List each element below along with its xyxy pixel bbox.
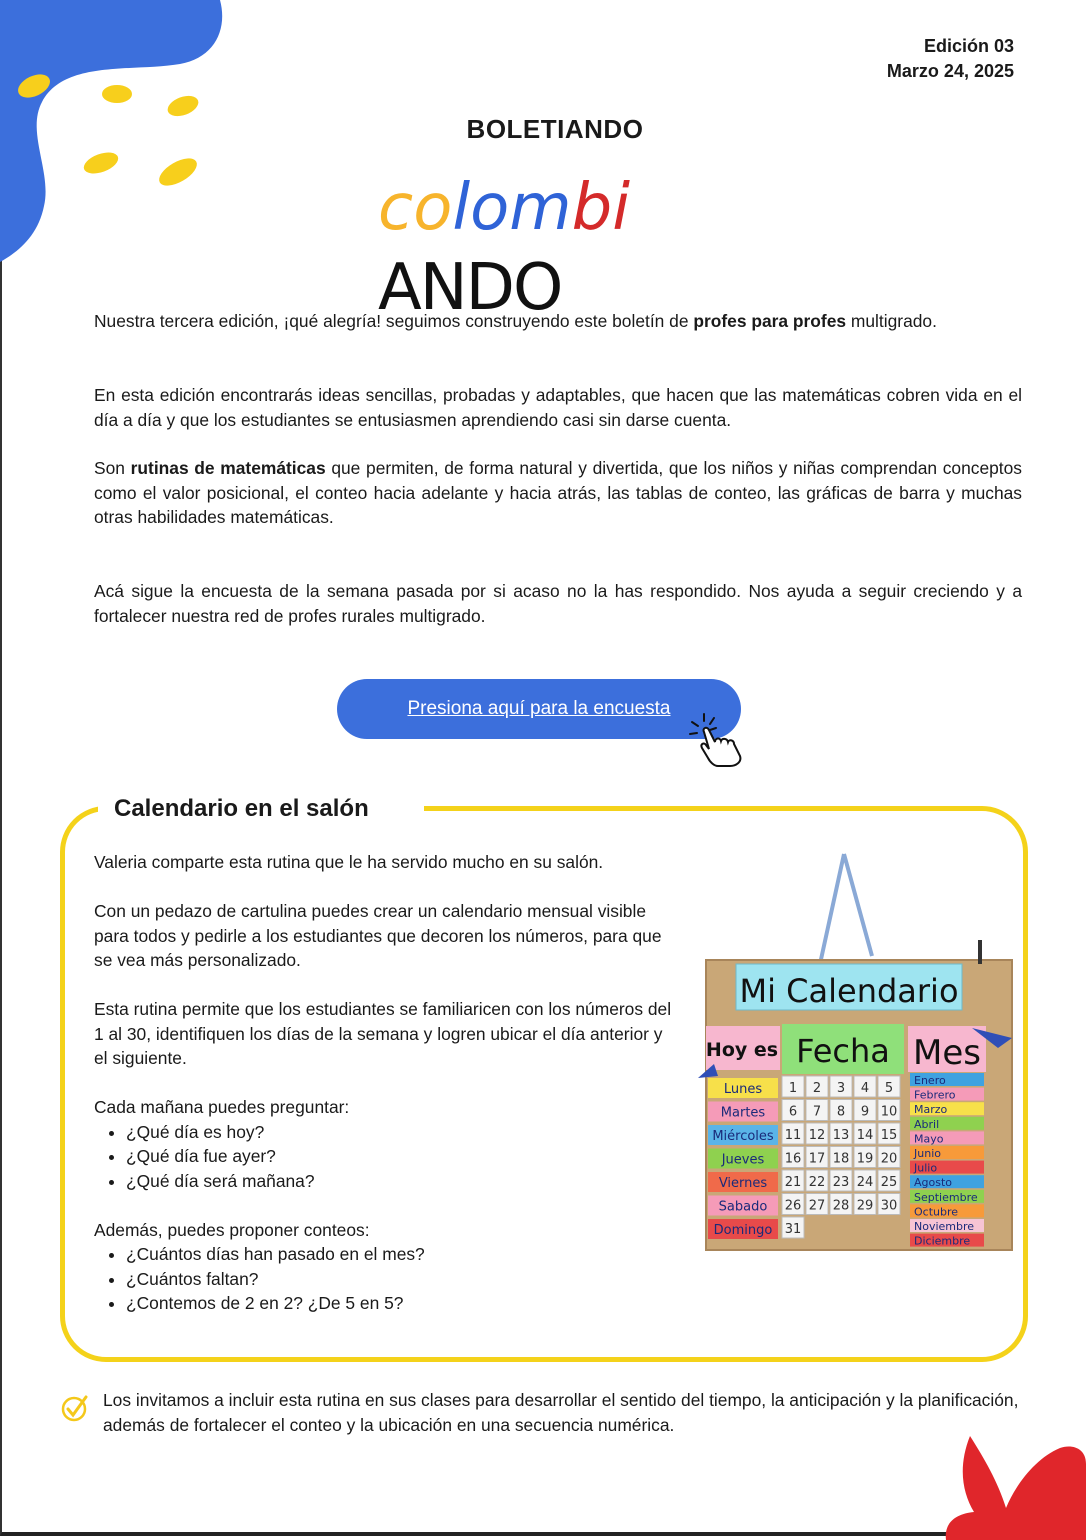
logo-part-blue: lom (452, 171, 572, 245)
calendar-date-number: 24 (856, 1175, 874, 1190)
calendar-date-number: 5 (884, 1081, 894, 1096)
calendar-date-number: 18 (832, 1151, 850, 1167)
section-title: Calendario en el salón (114, 795, 369, 822)
list-item: • ¿Cuántos días han pasado en el mes? (126, 1242, 674, 1267)
section-body (94, 850, 674, 1316)
survey-link[interactable]: Presiona aquí para la encuesta (407, 698, 671, 719)
intro-paragraph-1: Nuestra tercera edición, ¡qué alegría! seguimos construyendo este boletín de profes para profes multigrado. (94, 311, 937, 331)
counts-intro: Además, puedes proponer conteos: (94, 1219, 370, 1240)
calendar-month-label: Mayo (914, 1132, 944, 1146)
section-paragraph: Valeria comparte esta rutina que le ha servido mucho en su salón. (94, 852, 604, 872)
list-item: • ¿Qué día es hoy? (126, 1120, 674, 1145)
calendar-photo (694, 852, 1020, 1254)
calendar-day-label: Jueves (721, 1152, 765, 1168)
calendar-date-number: 27 (808, 1198, 826, 1214)
section-paragraph: Con un pedazo de cartulina puedes crear un calendario mensual visible para todos y pedirle a los estudiantes que decoren los números, para que se vea más personalizado. (94, 901, 662, 970)
counts-list (94, 1242, 674, 1316)
edition-info (887, 34, 1014, 84)
calendar-date-number: 16 (784, 1151, 802, 1167)
calendar-date-number: 25 (880, 1175, 898, 1190)
edition-date: Marzo 24, 2025 (886, 61, 1014, 81)
calendar-date-number: 8 (836, 1104, 846, 1120)
calendar-date-number: 7 (812, 1104, 822, 1120)
calendar-date-number: 17 (808, 1151, 826, 1167)
closing-message: Los invitamos a incluir esta rutina en sus clases para desarrollar el sentido del tiempo, la anticipación y la planificación, además de fortalecer el conteo y la ubicación en una secuencia numérica. (103, 1390, 1019, 1435)
pointer-hand-icon (686, 712, 746, 768)
calendar-date-number: 22 (808, 1175, 826, 1190)
calendar-month-label: Septiembre (914, 1190, 978, 1204)
survey-button[interactable] (337, 679, 741, 739)
section-paragraph: Esta rutina permite que los estudiantes se familiaricen con los números del 1 al 30, identifiquen los días de la semana y logren ubicar el día anterior y el siguiente. (94, 999, 672, 1068)
calendar-date-number: 3 (836, 1081, 846, 1096)
logo-part-red: bi (571, 171, 631, 245)
calendar-month-label: Marzo (914, 1103, 948, 1117)
list-item: • ¿Qué día fue ayer? (126, 1144, 674, 1169)
calendar-date-number: 9 (860, 1104, 870, 1120)
calendar-date-number: 26 (784, 1198, 802, 1214)
logo-part-black: ANDO (378, 251, 562, 325)
calendar-month-label: Julio (914, 1161, 938, 1175)
logo-part-yellow: co (378, 171, 453, 245)
calendar-month-label: Octubre (914, 1205, 959, 1219)
calendar-month-label: Enero (914, 1074, 946, 1087)
newsletter-kicker: BOLETIANDO (466, 114, 644, 144)
calendar-month-label: Diciembre (914, 1234, 971, 1248)
questions-intro: Cada mañana puedes preguntar: (94, 1097, 350, 1117)
calendar-date-number: 21 (784, 1175, 802, 1190)
calendar-photo-title: Mi Calendario (739, 972, 959, 1010)
calendar-date-number: 31 (784, 1222, 802, 1237)
calendar-date-number: 29 (856, 1198, 874, 1214)
calendar-date-number: 2 (812, 1081, 822, 1096)
calendar-day-label: Martes (720, 1105, 766, 1121)
intro-paragraph-3: Son rutinas de matemáticas que permiten, de forma natural y divertida, que los niños y niñas comprendan conceptos como el valor posicional, el conteo hacia adelante y hacia atrás, las tablas de conteo, las gráficas de barra y muchas otras habilidades matemáticas. (94, 458, 1022, 527)
brand-logo (378, 168, 738, 325)
calendar-date-number: 6 (788, 1104, 798, 1120)
intro-paragraph-4: Acá sigue la encuesta de la semana pasada por si acaso no la has respondido. Nos ayuda a seguir creciendo y a fortalecer nuestra red de profes rurales multigrado. (94, 581, 1022, 626)
calendar-date-number: 10 (880, 1104, 898, 1120)
calendar-day-label: Lunes (723, 1082, 763, 1097)
calendar-date-number: 30 (880, 1198, 898, 1214)
calendar-date-number: 19 (856, 1151, 874, 1167)
edition-number: Edición 03 (923, 36, 1014, 56)
calendar-date-number: 11 (784, 1128, 802, 1143)
questions-list (94, 1120, 674, 1194)
calendar-date-number: 28 (832, 1198, 850, 1214)
calendar-day-label: Viernes (718, 1176, 768, 1191)
calendar-date-number: 4 (860, 1081, 870, 1096)
calendar-month-label: Noviembre (914, 1220, 975, 1233)
calendar-date-number: 1 (788, 1081, 798, 1096)
calendar-date-number: 20 (880, 1151, 898, 1167)
list-item: • ¿Cuántos faltan? (126, 1267, 674, 1292)
calendar-month-label: Abril (914, 1117, 940, 1131)
calendar-fecha-label: Fecha (796, 1032, 890, 1070)
red-shape-decoration (940, 1428, 1086, 1540)
calendar-hoy-label: Hoy es (705, 1039, 779, 1061)
calendar-date-number: 12 (808, 1128, 826, 1143)
calendar-mes-label: Mes (913, 1033, 981, 1073)
calendar-date-number: 15 (880, 1128, 898, 1143)
calendar-date-number: 14 (856, 1128, 874, 1143)
yellow-dot (81, 148, 121, 177)
calendar-month-label: Junio (914, 1147, 941, 1160)
calendar-day-label: Domingo (713, 1223, 773, 1238)
calendar-day-label: Miércoles (712, 1129, 774, 1144)
list-item: • ¿Contemos de 2 en 2? ¿De 5 en 5? (126, 1291, 674, 1316)
yellow-dot (102, 85, 132, 103)
calendar-month-label: Febrero (914, 1088, 956, 1102)
yellow-dot (155, 153, 201, 191)
list-item: • ¿Qué día será mañana? (126, 1169, 674, 1194)
calendar-date-number: 23 (832, 1175, 850, 1190)
calendar-day-label: Sabado (718, 1199, 768, 1215)
check-circle-icon (60, 1393, 90, 1423)
calendar-date-number: 13 (832, 1128, 850, 1143)
calendar-month-label: Agosto (914, 1176, 953, 1190)
intro-paragraph-2: En esta edición encontrarás ideas sencillas, probadas y adaptables, que hacen que las matemáticas cobren vida en el día a día y que los estudiantes se entusiasmen aprendiendo casi sin darse cuenta. (94, 385, 1022, 430)
